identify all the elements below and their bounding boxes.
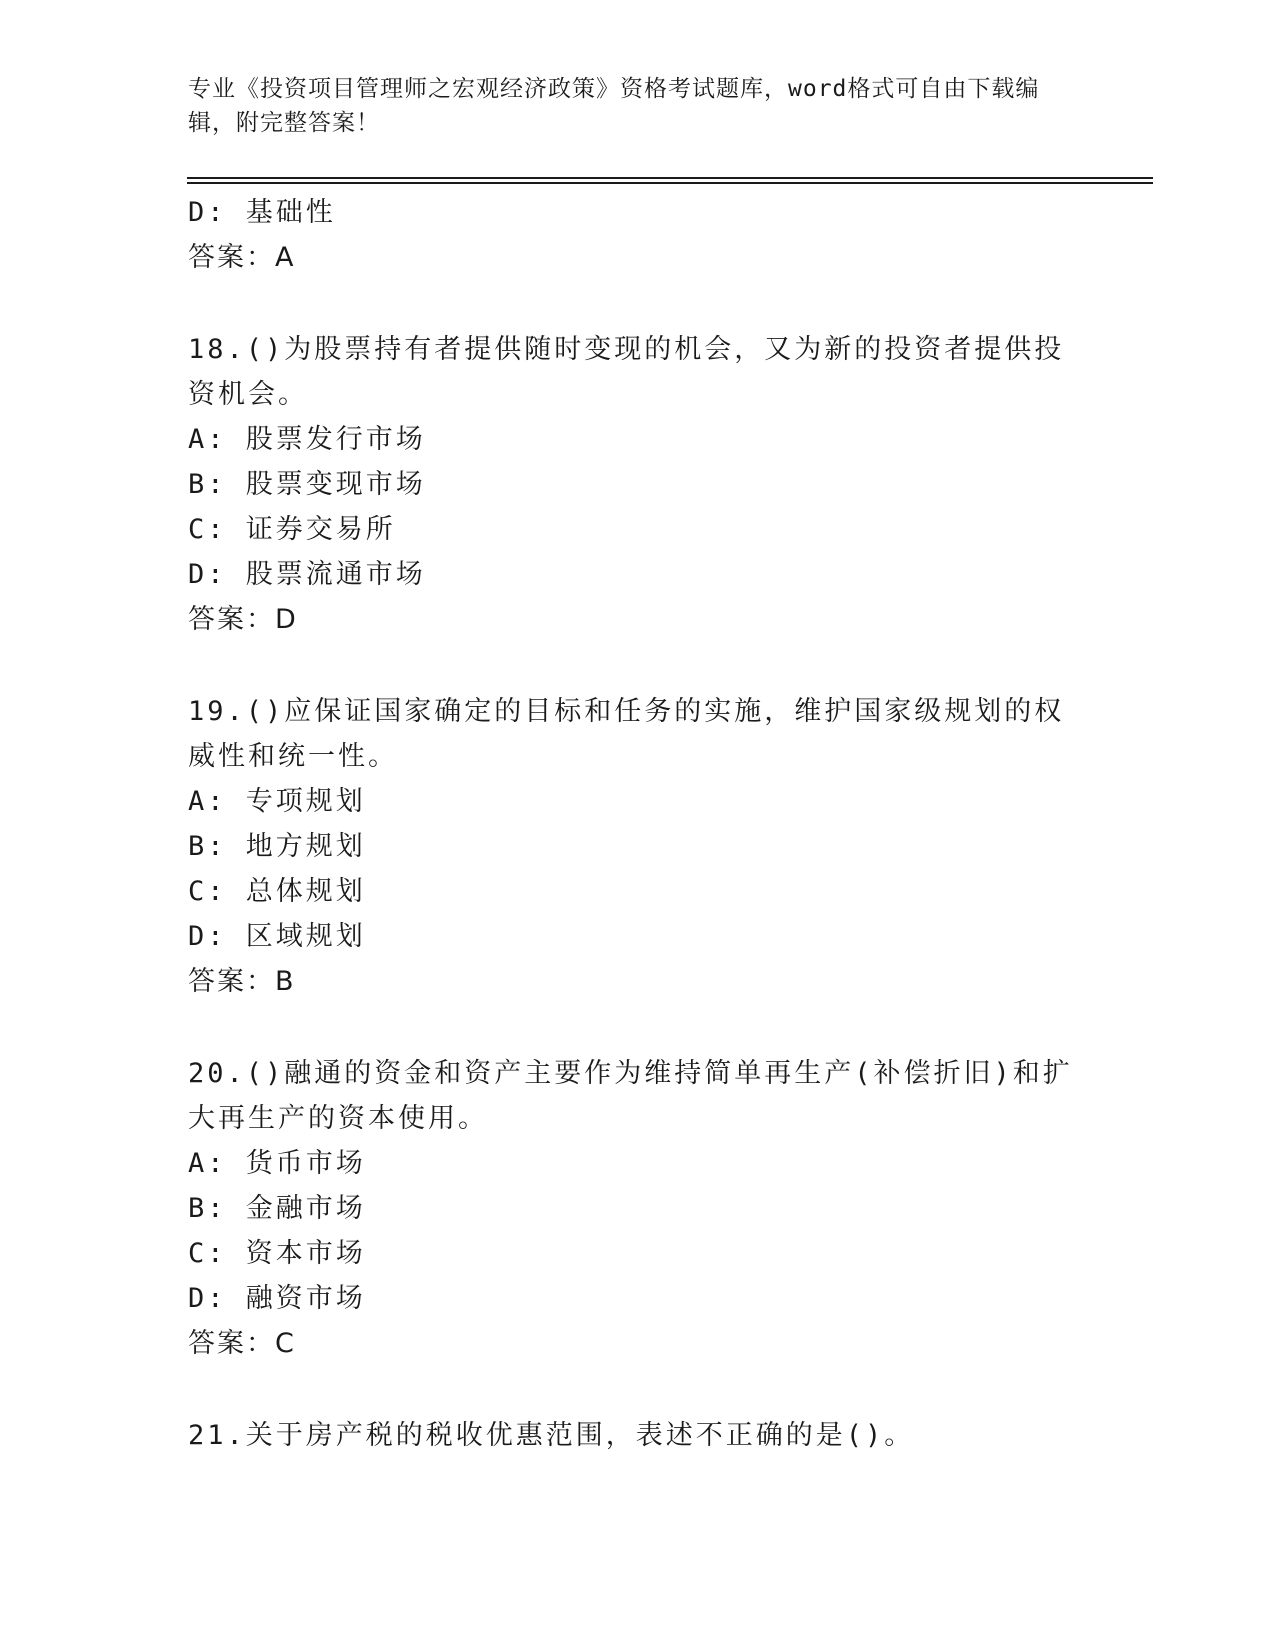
header-rule-top [187, 177, 1153, 179]
question-20 [188, 1051, 1088, 1366]
prev-answer: 答案：A [188, 242, 296, 273]
option-d: D: 股票流通市场 [188, 559, 426, 590]
prev-option-d: D: 基础性 [188, 197, 336, 228]
option-a: A: 股票发行市场 [188, 424, 426, 455]
question-content [188, 190, 1088, 1458]
question-19 [188, 689, 1088, 1004]
header-rule-bottom [187, 182, 1153, 184]
answer: 答案：C [188, 1328, 296, 1359]
option-c: C: 总体规划 [188, 876, 366, 907]
option-b: B: 地方规划 [188, 831, 366, 862]
answer: 答案：D [188, 604, 298, 635]
question-stem: 18.()为股票持有者提供随时变现的机会，又为新的投资者提供投资机会。 [188, 334, 1065, 410]
option-b: B: 股票变现市场 [188, 469, 426, 500]
option-b: B: 金融市场 [188, 1193, 366, 1224]
option-c: C: 资本市场 [188, 1238, 366, 1269]
question-18 [188, 327, 1088, 642]
question-stem: 20.()融通的资金和资产主要作为维持简单再生产(补偿折旧)和扩大再生产的资本使用。 [188, 1058, 1073, 1134]
question-stem: 21.关于房产税的税收优惠范围，表述不正确的是()。 [188, 1420, 915, 1451]
option-c: C: 证券交易所 [188, 514, 396, 545]
question-21 [188, 1413, 1088, 1458]
option-d: D: 融资市场 [188, 1283, 366, 1314]
question-stem: 19.()应保证国家确定的目标和任务的实施，维护国家级规划的权威性和统一性。 [188, 696, 1065, 772]
answer: 答案：B [188, 966, 296, 997]
page-header: 专业《投资项目管理师之宏观经济政策》资格考试题库，word格式可自由下载编辑，附完整答案！ [188, 76, 1040, 136]
option-a: A: 货币市场 [188, 1148, 366, 1179]
option-a: A: 专项规划 [188, 786, 366, 817]
option-d: D: 区域规划 [188, 921, 366, 952]
